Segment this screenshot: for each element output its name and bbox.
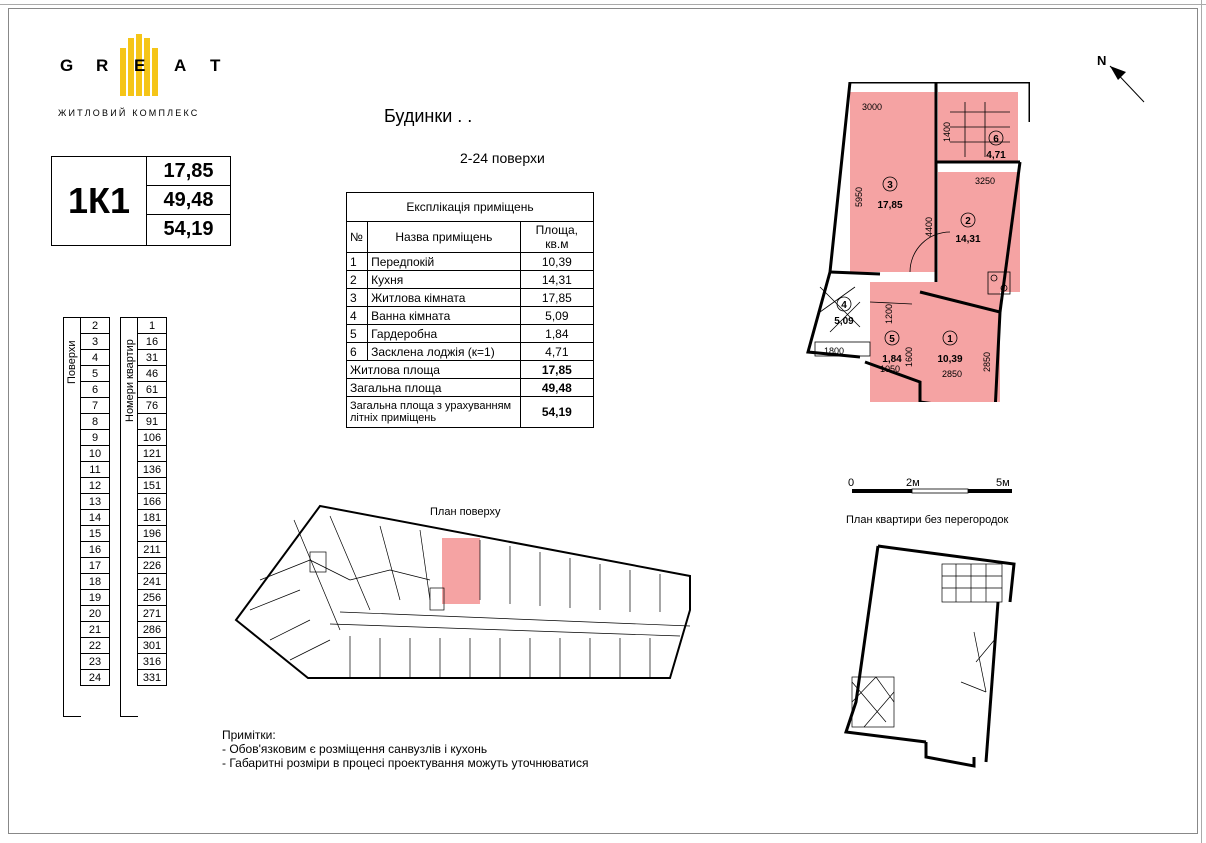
note-line: - Габаритні розміри в процесі проектування можуть уточнюватися: [222, 756, 589, 770]
table-row: [81, 558, 110, 574]
table-row: [347, 289, 594, 307]
north-label: N: [1097, 53, 1107, 68]
explication-title: Експлікація приміщень: [347, 193, 594, 222]
floor-cell: 16: [81, 542, 110, 558]
floor-cell: 10: [81, 446, 110, 462]
table-row: [138, 446, 167, 462]
apt-number-cell: 16: [138, 334, 167, 350]
right-border: [1201, 0, 1202, 843]
apts-label-cell: [120, 317, 138, 717]
apt-number-cell: 1: [138, 318, 167, 334]
scale-label-0: 0: [848, 477, 855, 489]
apt-number-cell: 241: [138, 574, 167, 590]
row-area: 1,84: [520, 325, 593, 343]
apartment-area-box: [51, 156, 231, 246]
row-name: Житлова кімната: [368, 289, 521, 307]
room-1-area: 10,39: [937, 354, 963, 365]
total-value: 54,19: [520, 397, 593, 428]
floor-plan: [230, 500, 700, 680]
floors-range: 2-24 поверхи: [460, 150, 545, 166]
table-row: [138, 382, 167, 398]
table-row: [138, 606, 167, 622]
north-arrow-icon: [1104, 60, 1154, 110]
apartment-code: 1К1: [52, 157, 147, 245]
apartment-plan: [800, 82, 1030, 402]
table-row: [347, 271, 594, 289]
table-row: [81, 462, 110, 478]
floor-cell: 7: [81, 398, 110, 414]
buildings-title: Будинки . .: [384, 106, 473, 126]
dim-label: 4400: [924, 216, 934, 237]
table-row: [138, 462, 167, 478]
table-row: [81, 590, 110, 606]
logo-letter-r: R: [96, 56, 109, 75]
row-name: Ванна кімната: [368, 307, 521, 325]
room-3-num: 3: [887, 180, 893, 191]
floor-cell: 22: [81, 638, 110, 654]
table-row: [81, 318, 110, 334]
table-row: [81, 574, 110, 590]
floor-cell: 3: [81, 334, 110, 350]
floor-cell: 20: [81, 606, 110, 622]
table-row: [81, 638, 110, 654]
table-row: [138, 558, 167, 574]
table-row: [81, 622, 110, 638]
table-row: [81, 542, 110, 558]
logo-letter-e: E: [134, 56, 146, 75]
dim-label: 1800: [824, 346, 845, 356]
apartment-area-values: [147, 157, 230, 245]
table-row: [138, 430, 167, 446]
total-row: [347, 397, 594, 428]
table-row: [138, 574, 167, 590]
row-num: 6: [347, 343, 368, 361]
table-row: [138, 334, 167, 350]
table-row: [138, 318, 167, 334]
apt-number-cell: 286: [138, 622, 167, 638]
table-row: [138, 590, 167, 606]
floor-plan-title: План поверху: [430, 506, 501, 518]
apt-number-cell: 31: [138, 350, 167, 366]
logo-letter-g: G: [60, 56, 74, 75]
table-row: [138, 542, 167, 558]
table-row: [138, 494, 167, 510]
table-row: [138, 366, 167, 382]
room-5-num: 5: [889, 334, 895, 345]
total-label: Загальна площа з урахуванням літніх приміщень: [347, 397, 521, 428]
floors-label: Поверхи: [66, 340, 78, 384]
table-row: [81, 654, 110, 670]
dim-label: 5950: [854, 186, 864, 207]
table-row: [138, 398, 167, 414]
area-total: 49,48: [147, 186, 230, 215]
table-row: [81, 430, 110, 446]
apt-number-cell: 121: [138, 446, 167, 462]
apt-number-cell: 46: [138, 366, 167, 382]
row-area: 17,85: [520, 289, 593, 307]
table-row: [138, 526, 167, 542]
total-row: [347, 379, 594, 397]
floor-cell: 2: [81, 318, 110, 334]
apt-number-cell: 196: [138, 526, 167, 542]
apt-number-cell: 76: [138, 398, 167, 414]
row-num: 1: [347, 253, 368, 271]
table-row: [81, 350, 110, 366]
table-row: [81, 414, 110, 430]
total-value: 17,85: [520, 361, 593, 379]
apt-number-cell: 301: [138, 638, 167, 654]
dim-label: 1200: [884, 303, 894, 324]
plan-no-partitions: [836, 542, 1016, 772]
scale-label-5: 5м: [996, 477, 1010, 489]
floor-cell: 17: [81, 558, 110, 574]
dim-label: 1400: [942, 121, 952, 142]
apts-table: [137, 317, 167, 686]
dim-label: 3000: [862, 102, 883, 112]
floor-cell: 6: [81, 382, 110, 398]
floors-label-cell: [63, 317, 81, 717]
table-row: [347, 325, 594, 343]
table-row: [347, 253, 594, 271]
row-num: 2: [347, 271, 368, 289]
total-row: [347, 361, 594, 379]
apt-number-cell: 151: [138, 478, 167, 494]
header-num: №: [347, 222, 368, 253]
explication-table: [346, 192, 594, 428]
row-name: Гардеробна: [368, 325, 521, 343]
explication-header-row: [347, 222, 594, 253]
room-6-num: 6: [993, 134, 999, 145]
apt-number-cell: 331: [138, 670, 167, 686]
table-row: [81, 446, 110, 462]
table-row: [81, 526, 110, 542]
table-row: [138, 414, 167, 430]
row-name: Засклена лоджія (к=1): [368, 343, 521, 361]
notes-title: Примітки:: [222, 728, 276, 742]
room-4-area: 5,09: [834, 316, 854, 327]
apt-number-cell: 91: [138, 414, 167, 430]
table-row: [81, 510, 110, 526]
header-name: Назва приміщень: [368, 222, 521, 253]
dim-label: 1600: [904, 346, 914, 367]
apt-number-cell: 106: [138, 430, 167, 446]
scale-label-2: 2м: [906, 477, 920, 489]
row-name: Передпокій: [368, 253, 521, 271]
apt-number-cell: 256: [138, 590, 167, 606]
top-border: [0, 0, 1206, 5]
row-num: 5: [347, 325, 368, 343]
table-row: [347, 343, 594, 361]
floor-cell: 21: [81, 622, 110, 638]
floor-cell: 11: [81, 462, 110, 478]
notes: [222, 728, 588, 770]
floor-cell: 19: [81, 590, 110, 606]
room-2-area: 14,31: [955, 234, 981, 245]
header-area: Площа, кв.м: [520, 222, 593, 253]
floor-cell: 18: [81, 574, 110, 590]
apts-label: Номери квартир: [124, 339, 136, 422]
no-partitions-title: План квартири без перегородок: [846, 514, 1009, 526]
row-area: 5,09: [520, 307, 593, 325]
floor-cell: 4: [81, 350, 110, 366]
table-row: [138, 478, 167, 494]
dim-label: 2850: [942, 369, 963, 379]
floor-cell: 24: [81, 670, 110, 686]
apt-number-cell: 316: [138, 654, 167, 670]
logo: [58, 34, 228, 124]
floor-cell: 8: [81, 414, 110, 430]
table-row: [81, 398, 110, 414]
explication-title-row: [347, 193, 594, 222]
apt-number-cell: 271: [138, 606, 167, 622]
table-row: [81, 494, 110, 510]
floor-cell: 13: [81, 494, 110, 510]
total-label: Житлова площа: [347, 361, 521, 379]
room-3-area: 17,85: [877, 200, 903, 211]
dim-label: 1050: [880, 364, 901, 374]
floor-cell: 12: [81, 478, 110, 494]
apt-number-cell: 166: [138, 494, 167, 510]
room-1-num: 1: [947, 334, 953, 345]
table-row: [138, 622, 167, 638]
logo-letter-t: T: [210, 56, 221, 75]
total-value: 49,48: [520, 379, 593, 397]
dim-label: 2850: [982, 351, 992, 372]
table-row: [81, 334, 110, 350]
floor-cell: 9: [81, 430, 110, 446]
table-row: [347, 307, 594, 325]
scale-bar: [848, 486, 1018, 498]
floor-cell: 23: [81, 654, 110, 670]
table-row: [81, 366, 110, 382]
floors-table: [80, 317, 110, 686]
row-area: 10,39: [520, 253, 593, 271]
table-row: [138, 654, 167, 670]
room-5-area: 1,84: [882, 354, 902, 365]
row-num: 4: [347, 307, 368, 325]
table-row: [138, 638, 167, 654]
floor-cell: 15: [81, 526, 110, 542]
total-label: Загальна площа: [347, 379, 521, 397]
row-num: 3: [347, 289, 368, 307]
row-area: 14,31: [520, 271, 593, 289]
room-6-area: 4,71: [986, 150, 1006, 161]
floor-cell: 14: [81, 510, 110, 526]
table-row: [81, 670, 110, 686]
table-row: [138, 350, 167, 366]
table-row: [138, 510, 167, 526]
row-area: 4,71: [520, 343, 593, 361]
apt-number-cell: 211: [138, 542, 167, 558]
room-4-num: 4: [841, 300, 847, 311]
apt-number-cell: 136: [138, 462, 167, 478]
apt-number-cell: 226: [138, 558, 167, 574]
logo-subtitle: ЖИТЛОВИЙ КОМПЛЕКС: [58, 108, 200, 118]
area-total-summer: 54,19: [163, 218, 214, 240]
apt-number-cell: 181: [138, 510, 167, 526]
room-2-num: 2: [965, 216, 971, 227]
note-line: - Обов'язковим є розміщення санвузлів і кухонь: [222, 742, 488, 756]
table-row: [138, 670, 167, 686]
floor-cell: 5: [81, 366, 110, 382]
table-row: [81, 606, 110, 622]
area-living: 17,85: [147, 157, 230, 186]
dim-label: 3250: [975, 176, 996, 186]
apt-number-cell: 61: [138, 382, 167, 398]
row-name: Кухня: [368, 271, 521, 289]
table-row: [81, 478, 110, 494]
table-row: [81, 382, 110, 398]
logo-letter-a: A: [174, 56, 187, 75]
